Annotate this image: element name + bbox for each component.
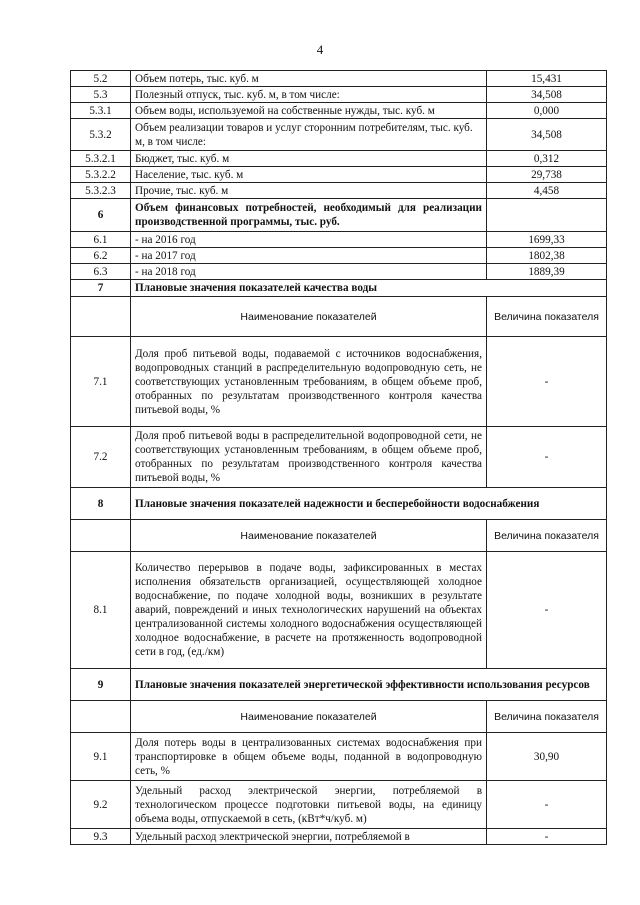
section-header-row	[71, 488, 607, 520]
row-text: - на 2017 год	[131, 248, 487, 264]
empty-cell	[487, 199, 607, 232]
row-value: 1889,39	[487, 264, 607, 280]
row-value: 1699,33	[487, 232, 607, 248]
section-header-row	[71, 280, 607, 297]
row-number: 9.3	[71, 829, 131, 845]
row-number: 9.1	[71, 733, 131, 781]
section-header-row	[71, 199, 607, 232]
row-value: 0,312	[487, 151, 607, 167]
row-number: 5.3.2.3	[71, 183, 131, 199]
row-text: - на 2016 год	[131, 232, 487, 248]
table-row	[71, 167, 607, 183]
empty-cell	[71, 520, 131, 552]
table-row	[71, 87, 607, 103]
row-number: 5.3.2	[71, 119, 131, 151]
row-value: -	[487, 427, 607, 488]
row-text: Количество перерывов в подаче воды, зафиксированных в местах исполнения обязательств организацией, осуществляющей холодное водоснабжение, по подаче холодной воды, возникших в результате аварий, повреждений и иных технологических нарушений на объектах централизованной системы холодного водоснабжения осуществляющей холодное водоснабжение, в расчете на протяженность водопроводной сети в год, (ед./км)	[131, 552, 487, 669]
row-number: 8.1	[71, 552, 131, 669]
table-row	[71, 552, 607, 669]
section-title: Объем финансовых потребностей, необходимый для реализации производственной программы, тыс. руб.	[131, 199, 487, 232]
table-row	[71, 71, 607, 87]
table-row	[71, 103, 607, 119]
row-value: 15,431	[487, 71, 607, 87]
header-indicator-value: Величина показателя	[487, 701, 607, 733]
row-text: Доля проб питьевой воды, подаваемой с источников водоснабжения, водопроводных станций в распределительную водопроводную сеть, не соответствующих установленным требованиям, в общем объеме проб, отобранных по результатам производственного контроля качества питьевой воды, %	[131, 337, 487, 427]
row-text: Население, тыс. куб. м	[131, 167, 487, 183]
row-value: -	[487, 552, 607, 669]
row-number: 5.3	[71, 87, 131, 103]
row-number: 5.3.1	[71, 103, 131, 119]
row-value: -	[487, 337, 607, 427]
row-text: Объем потерь, тыс. куб. м	[131, 71, 487, 87]
table-row	[71, 151, 607, 167]
row-number: 6.2	[71, 248, 131, 264]
header-indicator-value: Величина показателя	[487, 297, 607, 337]
row-text: Доля потерь воды в централизованных системах водоснабжения при транспортировке в общем объеме воды, поданной в водопроводную сеть, %	[131, 733, 487, 781]
row-value: -	[487, 829, 607, 845]
row-number: 9.2	[71, 781, 131, 829]
table-row	[71, 183, 607, 199]
table-row	[71, 337, 607, 427]
row-value: 34,508	[487, 87, 607, 103]
column-header-row	[71, 701, 607, 733]
table-row	[71, 829, 607, 845]
table-row	[71, 232, 607, 248]
row-text: Удельный расход электрической энергии, потребляемой в технологическом процессе подготовки питьевой воды, на единицу объема воды, отпускаемой в сеть, (кВт*ч/куб. м)	[131, 781, 487, 829]
section-header-row	[71, 669, 607, 701]
indicators-table	[70, 70, 607, 845]
section-title: Плановые значения показателей энергетической эффективности использования ресурсов	[131, 669, 607, 701]
empty-cell	[71, 701, 131, 733]
column-header-row	[71, 520, 607, 552]
table-row	[71, 427, 607, 488]
section-title: Плановые значения показателей надежности и бесперебойности водоснабжения	[131, 488, 607, 520]
row-number: 7.2	[71, 427, 131, 488]
row-value: 29,738	[487, 167, 607, 183]
row-number: 5.3.2.1	[71, 151, 131, 167]
section-number: 9	[71, 669, 131, 701]
row-value: 0,000	[487, 103, 607, 119]
row-value: -	[487, 781, 607, 829]
header-indicator-name: Наименование показателей	[131, 520, 487, 552]
table-row	[71, 733, 607, 781]
row-value: 34,508	[487, 119, 607, 151]
section-number: 7	[71, 280, 131, 297]
row-text: Прочие, тыс. куб. м	[131, 183, 487, 199]
row-text: Удельный расход электрической энергии, потребляемой в	[131, 829, 487, 845]
header-indicator-value: Величина показателя	[487, 520, 607, 552]
row-text: Доля проб питьевой воды в распределительной водопроводной сети, не соответствующих установленным требованиям, в общем объеме проб, отобранных по результатам производственного контроля качества питьевой воды, %	[131, 427, 487, 488]
table-row	[71, 781, 607, 829]
section-title: Плановые значения показателей качества воды	[131, 280, 607, 297]
table-row	[71, 248, 607, 264]
empty-cell	[71, 297, 131, 337]
row-value: 30,90	[487, 733, 607, 781]
row-number: 6.3	[71, 264, 131, 280]
header-indicator-name: Наименование показателей	[131, 297, 487, 337]
table-row	[71, 119, 607, 151]
row-value: 1802,38	[487, 248, 607, 264]
row-text: Объем реализации товаров и услуг сторонним потребителям, тыс. куб. м, в том числе:	[131, 119, 487, 151]
section-number: 6	[71, 199, 131, 232]
table-row	[71, 264, 607, 280]
row-text: Бюджет, тыс. куб. м	[131, 151, 487, 167]
row-text: Объем воды, используемой на собственные нужды, тыс. куб. м	[131, 103, 487, 119]
row-text: Полезный отпуск, тыс. куб. м, в том числе:	[131, 87, 487, 103]
column-header-row	[71, 297, 607, 337]
row-number: 5.2	[71, 71, 131, 87]
page-number: 4	[316, 42, 324, 57]
row-text: - на 2018 год	[131, 264, 487, 280]
section-number: 8	[71, 488, 131, 520]
row-number: 5.3.2.2	[71, 167, 131, 183]
row-number: 6.1	[71, 232, 131, 248]
row-value: 4,458	[487, 183, 607, 199]
row-number: 7.1	[71, 337, 131, 427]
header-indicator-name: Наименование показателей	[131, 701, 487, 733]
